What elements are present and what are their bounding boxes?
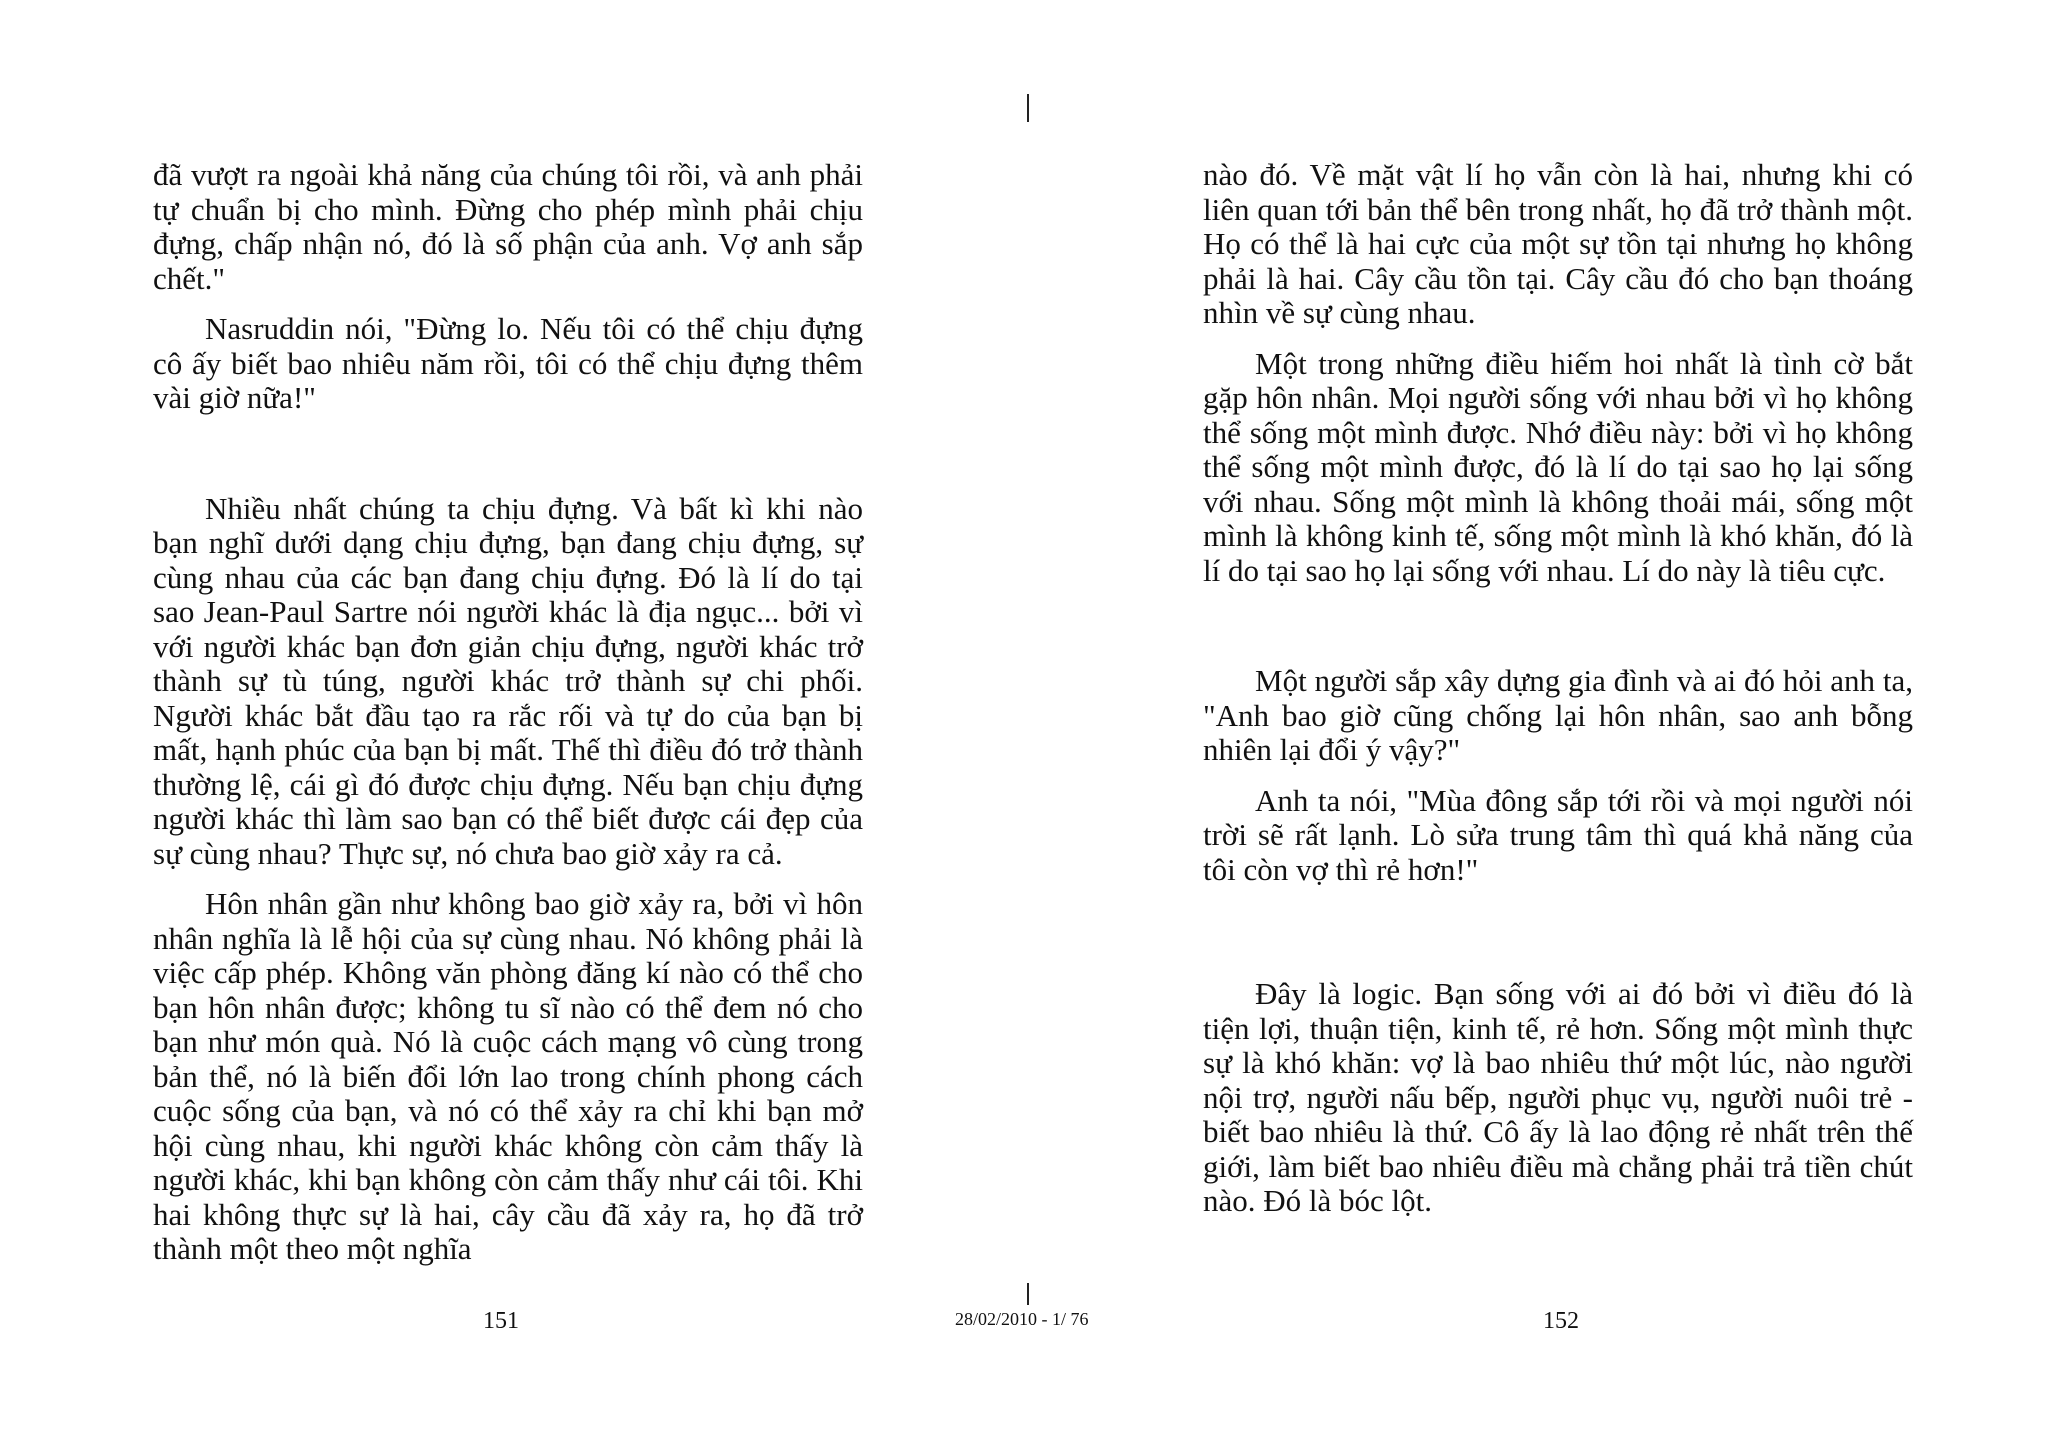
page-number-right: 152: [1543, 1308, 1579, 1334]
page-number-left: 151: [483, 1308, 519, 1334]
paragraph-gap: [1203, 604, 1913, 664]
paragraph: Anh ta nói, "Mùa đông sắp tới rồi và mọi người nói trời sẽ rất lạnh. Lò sửa trung tâm thì quá khả năng của tôi còn vợ thì rẻ hơn!": [1203, 782, 1913, 887]
left-page-text: [153, 158, 863, 1283]
right-page-text: [1203, 158, 1913, 1235]
paragraph: Một người sắp xây dựng gia đình và ai đó hỏi anh ta, "Anh bao giờ cũng chống lại hôn nhân, sao anh bỗng nhiên lại đổi ý vậy?": [1203, 663, 1913, 767]
paragraph: nào đó. Về mặt vật lí họ vẫn còn là hai, nhưng khi có liên quan tới bản thể bên trong nhất, họ đã trở thành một. Họ có thể là hai cực của một sự tồn tại nhưng họ không phải là hai. Cây cầu tồn tại. Cây cầu đó cho bạn thoáng nhìn về sự cùng nhau.: [1203, 157, 1913, 330]
paragraph: Một trong những điều hiếm hoi nhất là tình cờ bắt gặp hôn nhân. Mọi người sống với nhau bởi vì họ không thể sống một mình được. Nhớ điều này: bởi vì họ không thể sống một mình được, đó là lí do tại sao họ lại sống với nhau. Sống một mình là không thoải mái, sống một mình là không kinh tế, sống một mình là khó khăn, đó là lí do tại sao họ lại sống với nhau. Lí do này là tiêu cực.: [1203, 345, 1913, 588]
paragraph: Nasruddin nói, "Đừng lo. Nếu tôi có thể chịu đựng cô ấy biết bao nhiêu năm rồi, tôi có thể chịu đựng thêm vài giờ nữa!": [153, 311, 863, 415]
page-divider-bottom: [1027, 1283, 1029, 1305]
footer-date-stamp: 28/02/2010 - 1/ 76: [955, 1309, 1089, 1329]
paragraph: Nhiều nhất chúng ta chịu đựng. Và bất kì khi nào bạn nghĩ dưới dạng chịu đựng, bạn đang chịu đựng, sự cùng nhau của các bạn đang chịu đựng. Đó là lí do tại sao Jean-Paul Sartre nói người khác là địa ngục... bởi vì với người khác bạn đơn giản chịu đựng, người khác trở thành sự tù túng, người khác trở thành sự chi phối. Người khác bắt đầu tạo ra rắc rối và tự do của bạn bị mất, hạnh phúc của bạn bị mất. Thế thì điều đó trở thành thường lệ, cái gì đó được chịu đựng. Nếu bạn chịu đựng người khác thì làm sao bạn có thể biết được cái đẹp của sự cùng nhau? Thực sự, nó chưa bao giờ xảy ra cả.: [153, 490, 863, 871]
paragraph: Đây là logic. Bạn sống với ai đó bởi vì điều đó là tiện lợi, thuận tiện, kinh tế, rẻ hơn. Sống một mình thực sự là khó khăn: vợ là bao nhiêu thứ một lúc, nào người nội trợ, người nấu bếp, người phục vụ, người nuôi trẻ - biết bao nhiêu là thứ. Cô ấy là lao động rẻ nhất trên thế giới, làm biết bao nhiêu điều mà chẳng phải trả tiền chút nào. Đó là bóc lột.: [1203, 976, 1913, 1218]
page-divider-top: [1027, 94, 1029, 122]
paragraph: đã vượt ra ngoài khả năng của chúng tôi rồi, và anh phải tự chuẩn bị cho mình. Đừng cho phép mình phải chịu đựng, chấp nhận nó, đó là số phận của anh. Vợ anh sắp chết.": [153, 157, 863, 296]
paragraph: Hôn nhân gần như không bao giờ xảy ra, bởi vì hôn nhân nghĩa là lễ hội của sự cùng nhau. Nó không phải là việc cấp phép. Không văn phòng đăng kí nào có thể cho bạn hôn nhân được; không tu sĩ nào có thể đem nó cho bạn như món quà. Nó là cuộc cách mạng vô cùng trong bản thể, nó là biến đổi lớn lao trong chính phong cách cuộc sống của bạn, và nó có thể xảy ra chỉ khi bạn mở hội cùng nhau, khi người khác không còn cảm thấy là người khác, khi bạn không còn cảm thấy như cái tôi. Khi hai không thực sự là hai, cây cầu đã xảy ra, họ đã trở thành một theo một nghĩa: [153, 886, 863, 1266]
paragraph-gap: [153, 432, 863, 492]
paragraph-gap: [1203, 903, 1913, 977]
